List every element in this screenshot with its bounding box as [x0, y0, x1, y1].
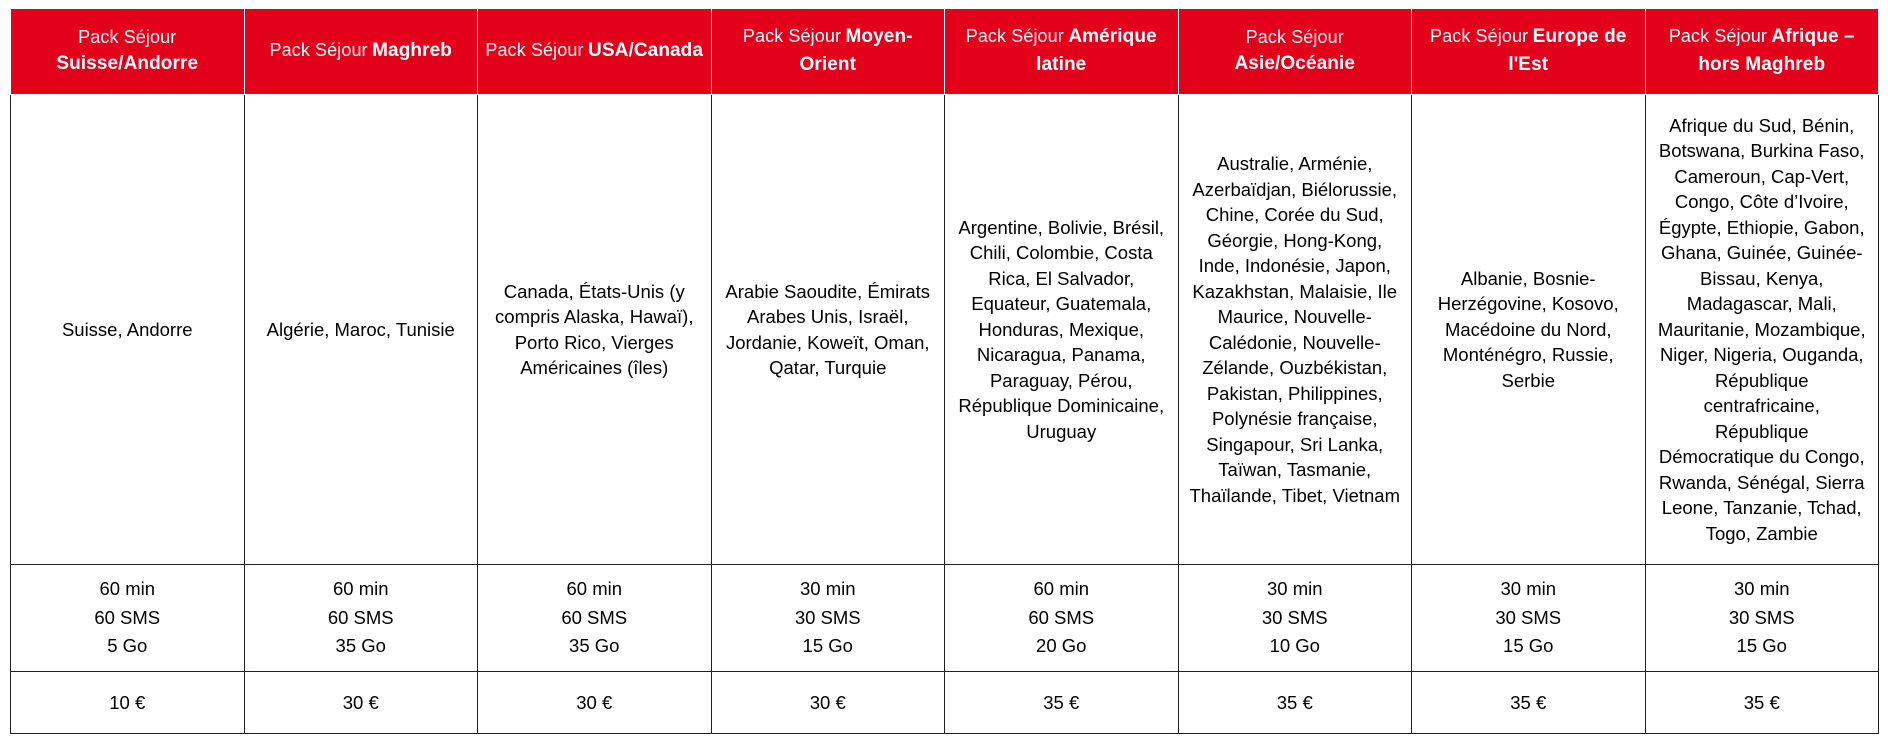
column-header-prefix: Pack Séjour — [1430, 26, 1529, 46]
allowance-sms: 60 SMS — [327, 606, 394, 628]
price-cell-moyen-orient: 30 € — [711, 672, 945, 734]
allowance-voice: 30 min — [1266, 578, 1323, 600]
table-row-price — [11, 672, 1879, 734]
column-header-amerique-latine — [945, 9, 1179, 95]
allowance-cell-europe-de-lest — [1412, 565, 1646, 672]
column-header-europe-de-lest — [1412, 9, 1646, 95]
column-header-name: Maghreb — [372, 39, 452, 61]
column-header-prefix: Pack Séjour — [78, 26, 177, 47]
column-header-suisse-andorre — [11, 9, 245, 95]
price-cell-usa-canada: 30 € — [478, 672, 712, 734]
table-row-countries — [11, 95, 1879, 565]
countries-cell-usa-canada: Canada, États-Unis (y compris Alaska, Hawaï), Porto Rico, Vierges Américaines (îles) — [478, 95, 712, 565]
price-cell-amerique-latine: 35 € — [945, 672, 1179, 734]
price-cell-europe-de-lest: 35 € — [1412, 672, 1646, 734]
table-row-allowance — [11, 565, 1879, 672]
allowance-voice: 60 min — [332, 578, 389, 600]
allowance-voice: 60 min — [1033, 578, 1090, 600]
column-header-name: Asie/Océanie — [1234, 52, 1356, 74]
allowance-cell-amerique-latine — [945, 565, 1179, 672]
allowance-cell-asie-oceanie — [1178, 565, 1412, 672]
allowance-sms: 30 SMS — [1261, 606, 1328, 628]
allowance-voice: 30 min — [1500, 578, 1557, 600]
column-header-prefix: Pack Séjour — [269, 39, 368, 60]
table-header — [11, 9, 1879, 95]
allowance-cell-suisse-andorre — [11, 565, 245, 672]
pack-sejour-table — [10, 8, 1879, 734]
allowance-sms: 30 SMS — [794, 606, 861, 628]
allowance-data: 35 Go — [569, 635, 620, 657]
allowance-cell-afrique-hors-maghreb — [1645, 565, 1879, 672]
allowance-voice: 30 min — [1733, 578, 1790, 600]
allowance-data: 15 Go — [802, 635, 853, 657]
column-header-usa-canada — [478, 9, 712, 95]
column-header-name: Amérique latine — [1036, 26, 1157, 75]
countries-cell-asie-oceanie: Australie, Arménie, Azerbaïdjan, Biélorussie, Chine, Corée du Sud, Géorgie, Hong-Kong, Inde, Indonésie, Japon, Kazakhstan, Malaisie, Ile Maurice, Nouvelle-Calédonie, Nouvelle-Zélande, Ouzbékistan, Pakistan, Philippines, Polynésie française, Singapour, Sri Lanka, Taïwan, Tasmanie, Thaïlande, Tibet, Vietnam — [1178, 95, 1412, 565]
allowance-sms: 30 SMS — [1728, 606, 1795, 628]
price-cell-maghreb: 30 € — [244, 672, 478, 734]
column-header-prefix: Pack Séjour — [1668, 26, 1767, 46]
column-header-name: Moyen-Orient — [799, 26, 913, 75]
column-header-prefix: Pack Séjour — [742, 26, 842, 46]
countries-cell-maghreb: Algérie, Maroc, Tunisie — [244, 95, 478, 565]
column-header-maghreb — [244, 9, 478, 95]
column-header-name: Europe de l'Est — [1508, 26, 1627, 75]
column-header-name: Afrique – hors Maghreb — [1698, 26, 1855, 75]
allowance-sms: 60 SMS — [1028, 606, 1095, 628]
price-cell-suisse-andorre: 10 € — [11, 672, 245, 734]
table-body — [11, 95, 1879, 734]
allowance-sms: 60 SMS — [561, 606, 628, 628]
column-header-afrique-hors-maghreb — [1645, 9, 1879, 95]
countries-cell-europe-de-lest: Albanie, Bosnie-Herzégovine, Kosovo, Macédoine du Nord, Monténégro, Russie, Serbie — [1412, 95, 1646, 565]
allowance-cell-moyen-orient — [711, 565, 945, 672]
price-cell-asie-oceanie: 35 € — [1178, 672, 1412, 734]
column-header-prefix: Pack Séjour — [1245, 26, 1344, 47]
allowance-voice: 60 min — [566, 578, 623, 600]
column-header-name: USA/Canada — [588, 39, 704, 61]
column-header-name: Suisse/Andorre — [56, 52, 199, 74]
countries-cell-amerique-latine: Argentine, Bolivie, Brésil, Chili, Colombie, Costa Rica, El Salvador, Equateur, Guatemala, Honduras, Mexique, Nicaragua, Panama, Paraguay, Pérou, République Dominicaine, Uruguay — [945, 95, 1179, 565]
column-header-prefix: Pack Séjour — [965, 26, 1064, 46]
column-header-prefix: Pack Séjour — [485, 39, 584, 60]
column-header-moyen-orient — [711, 9, 945, 95]
allowance-cell-usa-canada — [478, 565, 712, 672]
allowance-data: 15 Go — [1503, 635, 1554, 657]
header-row — [11, 9, 1879, 95]
column-header-asie-oceanie — [1178, 9, 1412, 95]
allowance-data: 20 Go — [1036, 635, 1087, 657]
allowance-data: 5 Go — [107, 635, 148, 657]
allowance-voice: 60 min — [99, 578, 156, 600]
allowance-sms: 30 SMS — [1495, 606, 1562, 628]
price-cell-afrique-hors-maghreb: 35 € — [1645, 672, 1879, 734]
allowance-sms: 60 SMS — [94, 606, 161, 628]
countries-cell-afrique-hors-maghreb: Afrique du Sud, Bénin, Botswana, Burkina Faso, Cameroun, Cap-Vert, Congo, Côte d’Ivoire, Égypte, Ethiopie, Gabon, Ghana, Guinée, Guinée-Bissau, Kenya, Madagascar, Mali, Mauritanie, Mozambique, Niger, Nigeria, Ouganda, République centrafricaine, République Démocratique du Congo, Rwanda, Sénégal, Sierra Leone, Tanzanie, Tchad, Togo, Zambie — [1645, 95, 1879, 565]
allowance-data: 10 Go — [1269, 635, 1320, 657]
allowance-cell-maghreb — [244, 565, 478, 672]
allowance-data: 15 Go — [1736, 635, 1787, 657]
allowance-voice: 30 min — [799, 578, 856, 600]
countries-cell-suisse-andorre: Suisse, Andorre — [11, 95, 245, 565]
countries-cell-moyen-orient: Arabie Saoudite, Émirats Arabes Unis, Israël, Jordanie, Koweït, Oman, Qatar, Turquie — [711, 95, 945, 565]
allowance-data: 35 Go — [335, 635, 386, 657]
